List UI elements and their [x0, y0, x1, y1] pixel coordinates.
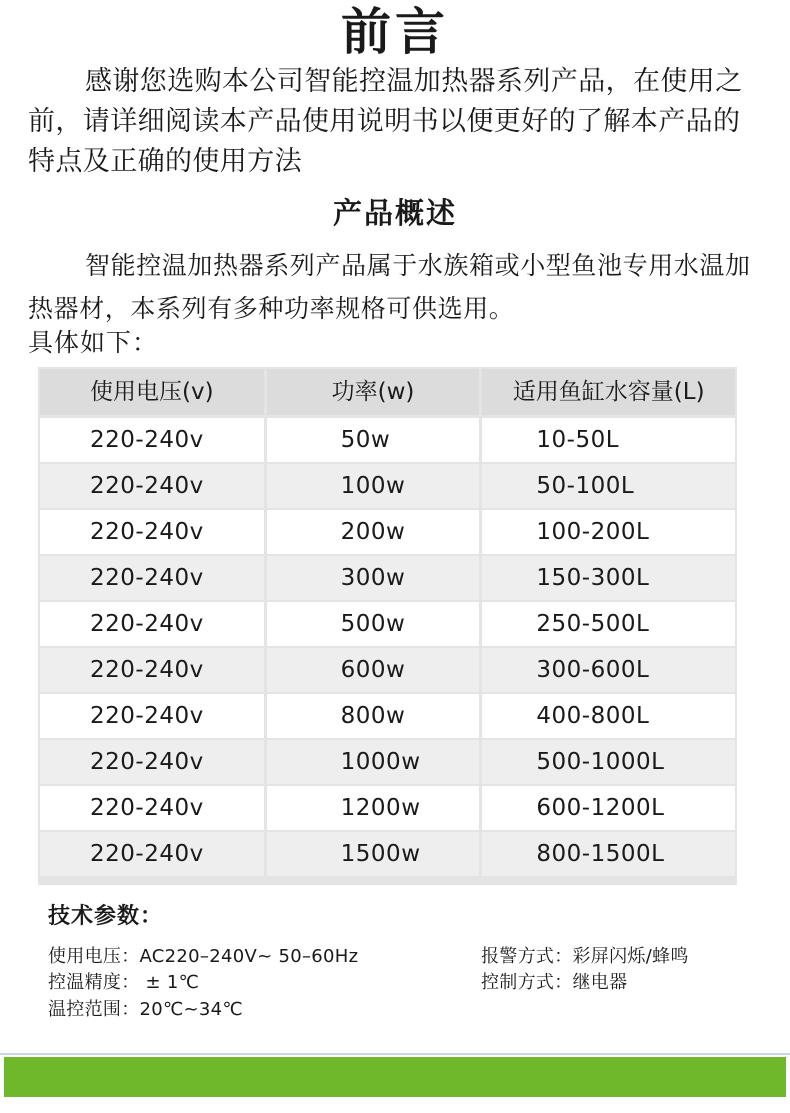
table-cell-capacity: 250-500L [482, 602, 735, 646]
tech-range: 温控范围：20℃~34℃ [48, 999, 243, 1020]
table-cell-power: 600w [267, 648, 480, 692]
table-cell-voltage: 220-240v [40, 602, 264, 646]
footer-bar [4, 1057, 786, 1097]
table-row [40, 740, 735, 784]
table-cell-capacity: 50-100L [482, 464, 735, 508]
specs-intro-label: 具体如下： [28, 328, 159, 357]
table-row [40, 464, 735, 508]
table-row [40, 694, 735, 738]
table-cell-capacity: 10-50L [482, 418, 735, 462]
table-cell-power: 200w [267, 510, 480, 554]
table-header-cell: 功率(w) [267, 369, 480, 415]
table-cell-voltage: 220-240v [40, 648, 264, 692]
table-cell-power: 500w [267, 602, 480, 646]
overview-paragraph: 智能控温加热器系列产品属于水族箱或小型鱼池专用水温加热器材，本系列有多种功率规格可供选用。 [28, 251, 751, 323]
table-cell-voltage: 220-240v [40, 832, 264, 876]
table-cell-capacity: 500-1000L [482, 740, 735, 784]
page-title: 前言 [341, 3, 449, 61]
footer-divider [0, 1053, 790, 1055]
table-cell-capacity: 600-1200L [482, 786, 735, 830]
section-title-overview: 产品概述 [332, 196, 457, 230]
table-header-cell: 使用电压(v) [40, 369, 264, 415]
tech-params-title: 技术参数： [48, 904, 164, 929]
table-cell-capacity: 100-200L [482, 510, 735, 554]
table-cell-power: 1200w [267, 786, 480, 830]
table-cell-capacity: 300-600L [482, 648, 735, 692]
spec-table [38, 367, 737, 885]
table-cell-voltage: 220-240v [40, 740, 264, 784]
table-row [40, 510, 735, 554]
table-cell-power: 300w [267, 556, 480, 600]
table-header-row [40, 369, 735, 415]
table-cell-voltage: 220-240v [40, 510, 264, 554]
table-cell-power: 100w [267, 464, 480, 508]
table-cell-voltage: 220-240v [40, 418, 264, 462]
table-cell-capacity: 800-1500L [482, 832, 735, 876]
table-cell-voltage: 220-240v [40, 556, 264, 600]
table-cell-power: 1000w [267, 740, 480, 784]
tech-alarm: 报警方式：彩屏闪烁/蜂鸣 [481, 946, 689, 967]
table-row [40, 648, 735, 692]
table-cell-capacity: 150-300L [482, 556, 735, 600]
table-header-cell: 适用鱼缸水容量(L) [482, 369, 735, 415]
table-row [40, 786, 735, 830]
table-cell-power: 50w [267, 418, 480, 462]
table-row [40, 418, 735, 462]
table-row [40, 832, 735, 876]
tech-voltage: 使用电压：AC220–240V~ 50–60Hz [48, 946, 359, 967]
intro-paragraph: 感谢您选购本公司智能控温加热器系列产品，在使用之前，请详细阅读本产品使用说明书以便更好的了解本产品的特点及正确的使用方法 [28, 66, 743, 177]
tech-control: 控制方式：继电器 [481, 972, 628, 993]
table-row [40, 602, 735, 646]
table-cell-power: 800w [267, 694, 480, 738]
table-cell-capacity: 400-800L [482, 694, 735, 738]
table-cell-voltage: 220-240v [40, 694, 264, 738]
table-cell-voltage: 220-240v [40, 786, 264, 830]
table-cell-voltage: 220-240v [40, 464, 264, 508]
table-cell-power: 1500w [267, 832, 480, 876]
tech-precision: 控温精度： ± 1℃ [48, 972, 200, 993]
table-row [40, 556, 735, 600]
